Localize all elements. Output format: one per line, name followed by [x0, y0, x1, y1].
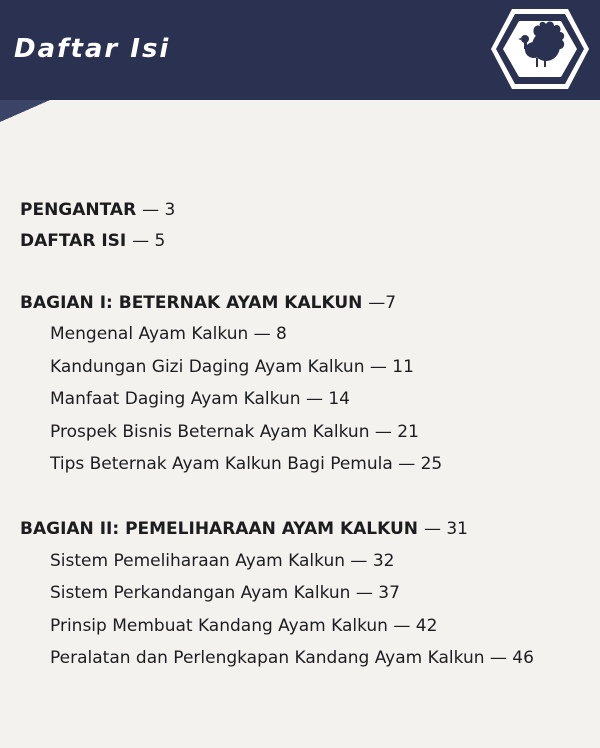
- toc-item-label: Prospek Bisnis Beternak Ayam Kalkun: [50, 422, 370, 442]
- toc-item: [50, 420, 419, 444]
- toc-item-label: Mengenal Ayam Kalkun: [50, 324, 249, 344]
- toc-item: [50, 452, 442, 476]
- toc-section-page: — 31: [423, 519, 468, 539]
- toc-entry-daftar-isi: [20, 229, 165, 253]
- toc-item-label: Tips Beternak Ayam Kalkun Bagi Pemula: [50, 454, 393, 474]
- toc-item-page: — 14: [305, 389, 350, 409]
- toc-section-title: BAGIAN II: PEMELIHARAAN AYAM KALKUN: [20, 519, 419, 539]
- toc-entry-page: — 5: [132, 231, 166, 251]
- toc-entry-label: DAFTAR ISI: [20, 231, 127, 251]
- page-title: Daftar Isi: [14, 34, 171, 64]
- toc-item-label: Sistem Pemeliharaan Ayam Kalkun: [50, 551, 346, 571]
- toc-item-label: Sistem Perkandangan Ayam Kalkun: [50, 583, 351, 603]
- toc-item: [50, 614, 437, 638]
- toc-entry-pengantar: [20, 198, 175, 222]
- toc-item: [50, 387, 350, 411]
- toc-item-label: Manfaat Daging Ayam Kalkun: [50, 389, 301, 409]
- toc-item-page: — 8: [253, 324, 287, 344]
- toc-item: [50, 549, 394, 573]
- toc-section-title: BAGIAN I: BETERNAK AYAM KALKUN: [20, 293, 363, 313]
- toc-item-page: — 37: [355, 583, 400, 603]
- toc-entry-label: PENGANTAR: [20, 200, 137, 220]
- toc-item-page: — 21: [374, 422, 419, 442]
- toc-item: [50, 581, 400, 605]
- toc-item: [50, 646, 534, 670]
- toc-item-page: — 42: [393, 616, 438, 636]
- toc-item-label: Peralatan dan Perlengkapan Kandang Ayam Kalkun: [50, 648, 485, 668]
- toc-item-page: — 46: [489, 648, 534, 668]
- toc-section-page: —7: [368, 293, 397, 313]
- toc-item-page: — 11: [369, 357, 414, 377]
- toc-item-label: Kandungan Gizi Daging Ayam Kalkun: [50, 357, 365, 377]
- toc-item-label: Prinsip Membuat Kandang Ayam Kalkun: [50, 616, 388, 636]
- toc-section-bagian-2: [20, 517, 468, 541]
- toc-item-page: — 32: [350, 551, 395, 571]
- toc-item: [50, 322, 287, 346]
- toc-section-bagian-1: [20, 291, 396, 315]
- toc-item-page: — 25: [398, 454, 443, 474]
- toc-item: [50, 355, 414, 379]
- toc-entry-page: — 3: [142, 200, 176, 220]
